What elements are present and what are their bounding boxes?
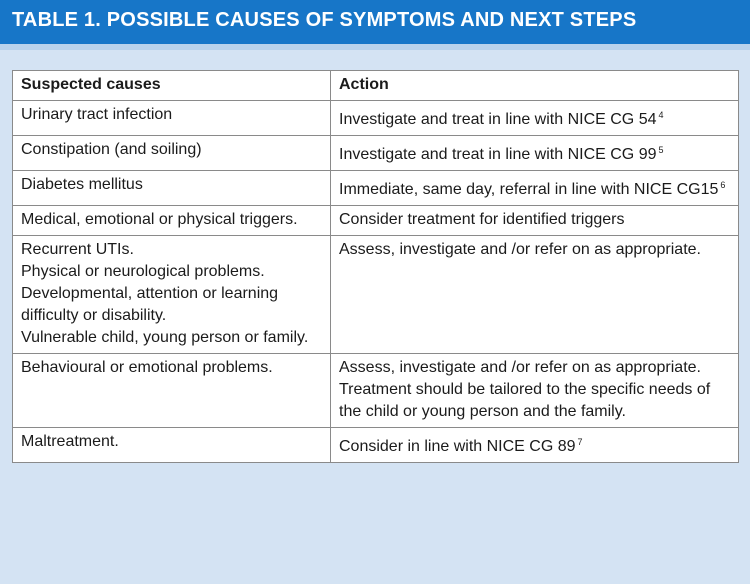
- action-text-content: Consider in line with NICE CG 89: [339, 438, 576, 455]
- action-text-content: Assess, investigate and /or refer on as appropriate.: [339, 241, 701, 258]
- table-row: [13, 206, 739, 236]
- suspected-cause-text: Maltreatment.: [21, 433, 119, 450]
- action-text: [339, 431, 730, 458]
- action-text-content: Investigate and treat in line with NICE CG 99: [339, 146, 657, 163]
- suspected-cause-cell: [13, 354, 331, 428]
- causes-table-container: [12, 70, 738, 463]
- suspected-cause-text: Developmental, attention or learning difficulty or disability.: [21, 285, 279, 324]
- suspected-cause-text: Recurrent UTIs.: [21, 241, 134, 258]
- action-text-content: Assess, investigate and /or refer on as appropriate.: [339, 359, 701, 376]
- action-cell: [331, 428, 739, 463]
- table-row: [13, 171, 739, 206]
- action-text: [339, 357, 730, 379]
- suspected-cause-cell: [13, 428, 331, 463]
- action-text-content: Immediate, same day, referral in line with NICE CG15: [339, 181, 719, 198]
- reference-superscript: 5: [658, 145, 664, 155]
- action-text: [339, 174, 730, 201]
- column-header-suspected-causes: Suspected causes: [13, 71, 331, 101]
- suspected-cause-text: Vulnerable child, young person or family.: [21, 329, 309, 346]
- action-text: [339, 239, 730, 261]
- table-header-row: [13, 71, 739, 101]
- suspected-cause-cell: [13, 171, 331, 206]
- table-row: [13, 101, 739, 136]
- suspected-cause-text: Physical or neurological problems.: [21, 263, 265, 280]
- column-header-action: Action: [331, 71, 739, 101]
- reference-superscript: 7: [577, 437, 583, 447]
- table-title: TABLE 1. POSSIBLE CAUSES OF SYMPTOMS AND NEXT STEPS: [12, 9, 637, 31]
- suspected-cause-cell: [13, 101, 331, 136]
- action-cell: [331, 354, 739, 428]
- action-text-content: Consider treatment for identified triggers: [339, 211, 625, 228]
- causes-table: [12, 70, 739, 463]
- reference-superscript: 6: [720, 180, 726, 190]
- action-text: [339, 379, 730, 423]
- table-row: [13, 428, 739, 463]
- action-cell: [331, 101, 739, 136]
- reference-superscript: 4: [658, 110, 664, 120]
- suspected-cause-text: Medical, emotional or physical triggers.: [21, 211, 298, 228]
- action-text-content: Investigate and treat in line with NICE CG 54: [339, 111, 657, 128]
- table-body: [13, 101, 739, 463]
- suspected-cause-text: Behavioural or emotional problems.: [21, 359, 273, 376]
- suspected-cause-cell: [13, 136, 331, 171]
- table-row: [13, 236, 739, 354]
- suspected-cause-text: Diabetes mellitus: [21, 176, 143, 193]
- action-cell: [331, 206, 739, 236]
- action-cell: [331, 236, 739, 354]
- suspected-cause-cell: [13, 206, 331, 236]
- action-cell: [331, 171, 739, 206]
- action-text: [339, 209, 730, 231]
- table-row: [13, 136, 739, 171]
- suspected-cause-text: Constipation (and soiling): [21, 141, 202, 158]
- suspected-cause-cell: [13, 236, 331, 354]
- table-title-banner: [0, 0, 750, 50]
- action-cell: [331, 136, 739, 171]
- table-row: [13, 354, 739, 428]
- action-text: [339, 139, 730, 166]
- action-text: [339, 104, 730, 131]
- action-text-content: Treatment should be tailored to the specific needs of the child or young person and the family.: [339, 381, 711, 420]
- suspected-cause-text: Urinary tract infection: [21, 106, 173, 123]
